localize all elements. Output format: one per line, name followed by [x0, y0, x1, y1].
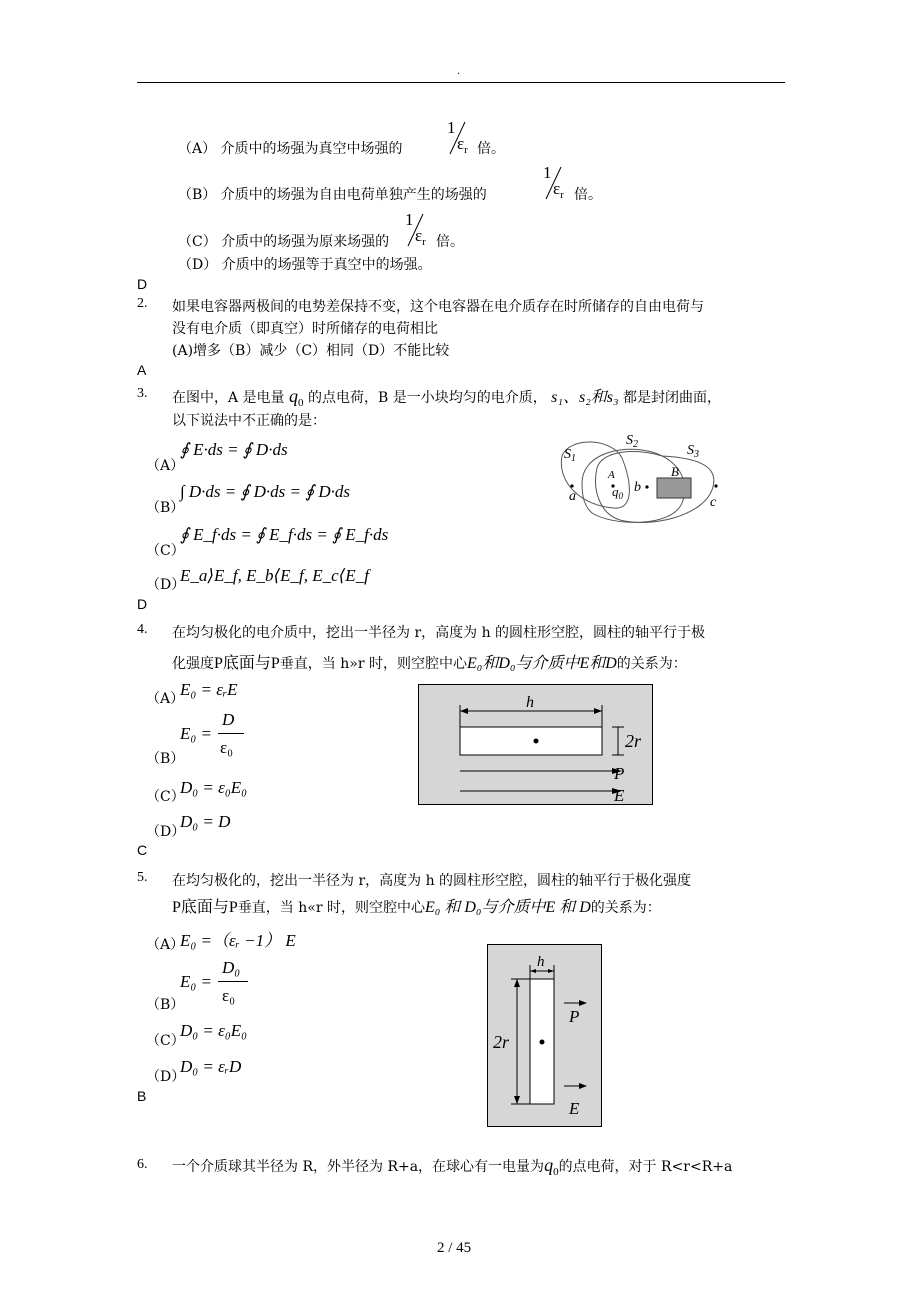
- label-h: h: [537, 954, 545, 970]
- q3-option-d-formula: E_a⟩E_f, E_b⟨E_f, E_c⟨E_f: [180, 566, 369, 585]
- q2-answer: A: [137, 362, 147, 378]
- q2-text-line2: 没有电介质（即真空）时所储存的电荷相比: [172, 321, 438, 337]
- q5-option-c-label: （C）: [146, 1033, 185, 1049]
- q5-option-d-label: （D）: [146, 1069, 186, 1085]
- q5-figure-cavity: [487, 944, 603, 1128]
- q6-text: 一个介质球其半径为 R，外半径为 R+a，在球心有一电量为$q_0$的点电荷，对于 R<r<R+a: [172, 1155, 733, 1178]
- q2-number: 2.: [137, 296, 148, 311]
- label-2r: 2r: [625, 731, 642, 751]
- label-b: b: [634, 480, 641, 495]
- q1-option-b: （B） 介质中的场强为自由电荷单独产生的场强的: [178, 187, 487, 203]
- q4-option-d-label: （D）: [146, 824, 186, 840]
- label-P: P: [614, 764, 625, 783]
- q4-option-b-label: （B）: [146, 751, 185, 767]
- label-2r: 2r: [493, 1032, 510, 1052]
- label-P: P: [569, 1007, 580, 1026]
- header-dot: .: [457, 66, 461, 77]
- header-rule: [137, 82, 785, 83]
- q2-text-line1: 如果电容器两极间的电势差保持不变，这个电容器在电介质存在时所储存的自由电荷与: [172, 299, 704, 315]
- q5-option-a-formula: E₀ =（εᵣ −1） E: [180, 931, 296, 950]
- label-h: h: [526, 694, 534, 711]
- label-s2: $S_2$: [626, 433, 638, 450]
- label-s1: $S_1$: [564, 447, 576, 464]
- q2-options: (A)增多（B）减少（C）相同（D）不能比较: [172, 343, 450, 359]
- q3-option-b-formula: ∫ D·ds = ∮ D·ds = ∮ D·ds: [180, 482, 350, 501]
- q3-option-d-label: （D）: [146, 577, 186, 593]
- q4-number: 4.: [137, 622, 148, 637]
- q1-suffix-a: 倍。: [477, 141, 505, 157]
- q3-number: 3.: [137, 386, 148, 401]
- q1-suffix-c: 倍。: [436, 234, 464, 250]
- q5-option-b-label: （B）: [146, 997, 185, 1013]
- label-E: E: [569, 1099, 580, 1118]
- q3-text-line1: 在图中，A 是电量 $q_0$ 的点电荷，B 是一小块均匀的电介质， s₁、s₂和s₃ 都是封闭曲面，: [172, 386, 721, 409]
- cavity-rect: [460, 727, 602, 755]
- q4-text-line2: 化强度P底面与P垂直，当 h»r 时，则空腔中心E₀和D₀与介质中E和D的关系为：: [172, 655, 687, 672]
- q4-option-d-formula: D₀ = D: [180, 812, 231, 831]
- q4-text-line1: 在均匀极化的电介质中，挖出一半径为 r，高度为 h 的圆柱形空腔，圆柱的轴平行于极: [172, 625, 706, 641]
- page-number: 2 / 45: [437, 1240, 472, 1256]
- q5-option-d-formula: D₀ = εᵣD: [180, 1057, 242, 1076]
- q1-option-c: （C） 介质中的场强为原来场强的: [178, 234, 390, 250]
- q5-option-c-formula: D₀ = ε₀E₀: [180, 1021, 248, 1040]
- q4-option-c-label: （C）: [146, 789, 185, 805]
- q6-number: 6.: [137, 1157, 148, 1172]
- q1-option-d: （D） 介质中的场强等于真空中的场强。: [178, 257, 432, 273]
- label-E: E: [614, 786, 625, 805]
- q1-answer: D: [137, 276, 148, 292]
- q5-text-line2: P底面与P垂直，当 h«r 时，则空腔中心E₀ 和 D₀与介质中E 和 D的关系为：: [172, 899, 661, 916]
- dielectric-block-b: [657, 478, 691, 498]
- q3-option-a-formula: ∮ E·ds = ∮ D·ds: [180, 440, 288, 459]
- q4-answer: C: [137, 842, 148, 858]
- label-B: B: [671, 464, 679, 479]
- q3-text-line2: 以下说法中不正确的是：: [172, 413, 326, 429]
- q5-option-a-label: （A）: [146, 937, 185, 953]
- q3-option-c-formula: ∮ E_f·ds = ∮ E_f·ds = ∮ E_f·ds: [180, 525, 389, 544]
- q3-option-c-label: （C）: [146, 543, 185, 559]
- q5-option-b-formula: E₀ = D₀ ε₀: [180, 972, 212, 992]
- label-a: a: [569, 489, 576, 504]
- q5-number: 5.: [137, 870, 148, 885]
- q3-option-a-label: （A）: [146, 458, 185, 474]
- q3-option-b-label: （B）: [146, 500, 185, 516]
- label-A: A: [608, 469, 615, 481]
- q5-answer: B: [137, 1088, 147, 1104]
- q3-answer: D: [137, 596, 148, 612]
- q1-option-a: （A） 介质中的场强为真空中场强的: [178, 141, 403, 157]
- q4-option-a-formula: E₀ = εᵣE: [180, 680, 238, 699]
- document-page: . （A） 介质中的场强为真空中场强的 （B） 介质中的场强为自由电荷单独产生的场强的 （C） 介质中的场强为原来场强的 1 $\varepsilon_r$ 倍。 1 $\varepsilon_r$ 倍。 1 $\varepsilon_r$ 倍。 （D） 介质中的场强等于真空中的场强。 D 2. 如果电容器两极间的电势差保持不变，这个电容器在电介质存在时所储存的自由电荷与 没有电介质（即真空）时所储存的电荷相比 (A)增多（B）减少（C）相同（D）不能比较 A 3. 在图中，A 是电量 $q_0$ 的点电荷，B 是一小块均匀的电介质， s₁、s₂和s₃ 都是封闭曲面， 以下说法中不正确的是： （A） ∮ E·ds = ∮ D·ds （B） ∫ D·ds = ∮ D·ds = ∮ D·ds （C） ∮ E_f·ds = ∮ E_f·ds = ∮ E_f·ds （D） E_a⟩E_f, E_b⟨E_f, E_c⟨E_f D $S_1$ $S_2$ $S_3$ a A $q_0$ b B c 4. 在均匀极化的电介质中，挖出一半径为 r，高度为 h 的圆柱形空腔，圆柱的轴平行于极 化强度P底面与P垂直，当 h»r 时，则空腔中心E₀和D₀与介质中E和D的关系为： （A） E₀ = εᵣE （B） E₀ = D ε₀ （C） D₀ = ε₀E₀ （D） D₀ = D C h 2r P E 5. 在均匀极化的，挖出一半径为 r，高度为 h 的圆柱形空腔，圆柱的轴平行于极化强度 P底面与P垂直，当 h«r 时，则空腔中心E₀ 和 D₀与介质中E 和 D的关系为： （A） E₀ =（εᵣ −1） E （B） E₀ = D₀ ε₀ （C） D₀ = ε₀E₀ （D） D₀ = εᵣD B h 2r P E 6. 一个介质球其半径为 R，外半径为 R+a，在球心有一电量为$q_0$的点电荷，对于 R<r<R+a 2 / 45: [0, 0, 920, 1302]
- label-q0: $q_0$: [612, 484, 623, 501]
- q1-suffix-b: 倍。: [574, 187, 602, 203]
- q4-option-b-formula: E₀ = D ε₀: [180, 724, 212, 744]
- q4-option-a-label: （A）: [146, 691, 185, 707]
- q5-text-line1: 在均匀极化的，挖出一半径为 r，高度为 h 的圆柱形空腔，圆柱的轴平行于极化强度: [172, 873, 692, 889]
- q4-figure-cavity: [418, 684, 654, 806]
- label-s3: $S_3$: [687, 443, 699, 460]
- label-c: c: [710, 495, 717, 510]
- q4-option-c-formula: D₀ = ε₀E₀: [180, 778, 248, 797]
- q3-figure-closed-surfaces: [552, 428, 732, 528]
